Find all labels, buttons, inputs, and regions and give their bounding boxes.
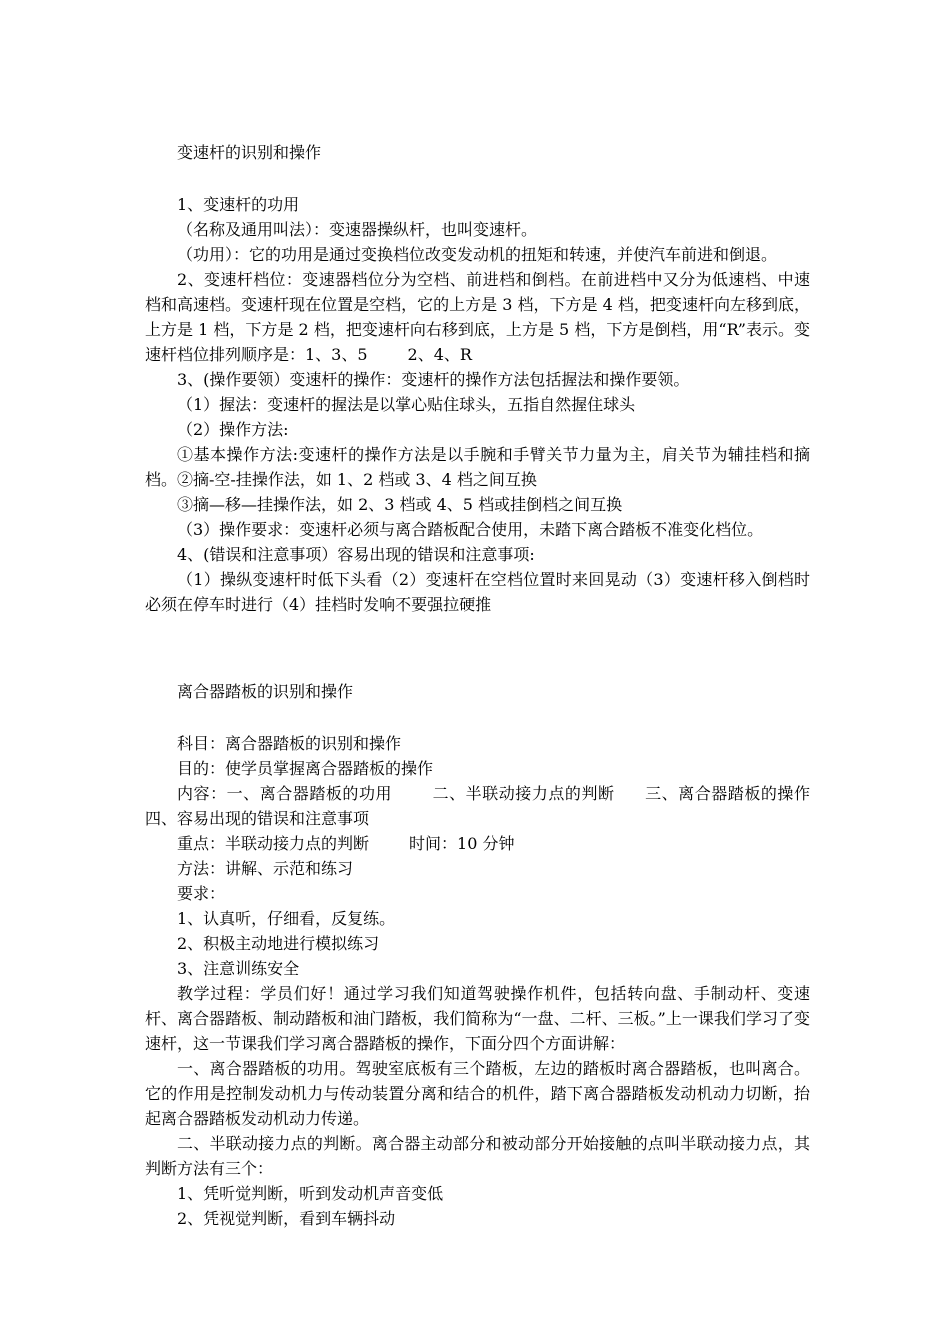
paragraph: 要求： <box>177 884 226 903</box>
paragraph: 一、离合器踏板的功用。驾驶室底板有三个踏板，左边的踏板时离合器踏板，也叫离合。它的作用是控制发动机力与传动装置分离和结合的机件，踏下离合器踏板发动机动力切断，抬起离合器踏板发动机动力传递。 <box>145 1059 810 1128</box>
paragraph: （功用）：它的功用是通过变换档位改变发动机的扭矩和转速，并使汽车前进和倒退。 <box>177 245 778 264</box>
list-item: 1、认真听，仔细看，反复练。 <box>177 909 396 928</box>
paragraph: （2）操作方法: <box>177 420 289 439</box>
paragraph-text: 三、离合器踏板的操作四、容易出现的错误和注意事项 <box>145 784 810 828</box>
paragraph: （1）操纵变速杆时低下头看（2）变速杆在空档位置时来回晃动（3）变速杆移入倒档时必须在停车时进行（4）挂档时发响不要强拉硬推 <box>145 570 810 614</box>
paragraph: ①基本操作方法:变速杆的操作方法是以手腕和手臂关节力量为主，肩关节为辅挂档和摘档。②摘-空-挂操作法，如 1、2 档或 3、4 档之间互换 <box>145 445 810 489</box>
paragraph-text: 内容：一、离合器踏板的功用 <box>177 784 393 803</box>
paragraph <box>145 781 810 831</box>
paragraph-text: 2、4、R <box>407 345 472 364</box>
paragraph: 1、变速杆的功用 <box>177 195 300 214</box>
paragraph: 目的：使学员掌握离合器踏板的操作 <box>177 759 434 778</box>
list-item: 3、注意训练安全 <box>177 959 300 978</box>
paragraph: （名称及通用叫法）：变速器操纵杆，也叫变速杆。 <box>177 220 538 239</box>
list-item: 1、凭听觉判断，听到发动机声音变低 <box>177 1184 444 1203</box>
paragraph <box>145 267 810 367</box>
paragraph: 3、(操作要领）变速杆的操作：变速杆的操作方法包括握法和操作要领。 <box>177 370 690 389</box>
paragraph <box>145 831 810 856</box>
paragraph: 科目：离合器踏板的识别和操作 <box>177 734 402 753</box>
paragraph-text: 重点：半联动接力点的判断 <box>177 834 370 853</box>
paragraph-text: 二、半联动接力点的判断 <box>432 784 615 803</box>
paragraph: 4、(错误和注意事项）容易出现的错误和注意事项: <box>177 545 535 564</box>
paragraph: （1）握法：变速杆的握法是以掌心贴住球头，五指自然握住球头 <box>177 395 636 414</box>
paragraph-text: 2、变速杆档位：变速器档位分为空档、前进档和倒档。在前进档中又分为低速档、中速档和高速档。变速杆现在位置是空档，它的上方是 3 档，下方是 4 档，把变速杆向左移到底，上方是 1 档，下方是 2 档，把变速杆向右移到底，上方是 5 档，下方是倒档，用“R”表示。变速杆档位排列顺序是：1、3、5 <box>145 270 810 364</box>
section-title-clutch-pedal: 离合器踏板的识别和操作 <box>177 682 354 701</box>
paragraph: （3）操作要求：变速杆必须与离合踏板配合使用，未踏下离合踏板不准变化档位。 <box>177 520 764 539</box>
paragraph: 教学过程：学员们好！通过学习我们知道驾驶操作机件，包括转向盘、手制动杆、变速杆、离合器踏板、制动踏板和油门踏板，我们简称为“一盘、二杆、三板。”上一课我们学习了变速杆，这一节课我们学习离合器踏板的操作，下面分四个方面讲解： <box>145 984 810 1053</box>
paragraph: 方法：讲解、示范和练习 <box>177 859 354 878</box>
document-body <box>145 140 810 1231</box>
list-item: 2、积极主动地进行模拟练习 <box>177 934 380 953</box>
paragraph: 二、半联动接力点的判断。离合器主动部分和被动部分开始接触的点叫半联动接力点，其判断方法有三个： <box>145 1134 810 1178</box>
paragraph-text: 时间：10 分钟 <box>409 834 515 853</box>
paragraph: ③摘—移—挂操作法，如 2、3 档或 4、5 档或挂倒档之间互换 <box>177 495 623 514</box>
list-item: 2、凭视觉判断，看到车辆抖动 <box>177 1209 396 1228</box>
section-title-gear-lever: 变速杆的识别和操作 <box>177 143 322 162</box>
